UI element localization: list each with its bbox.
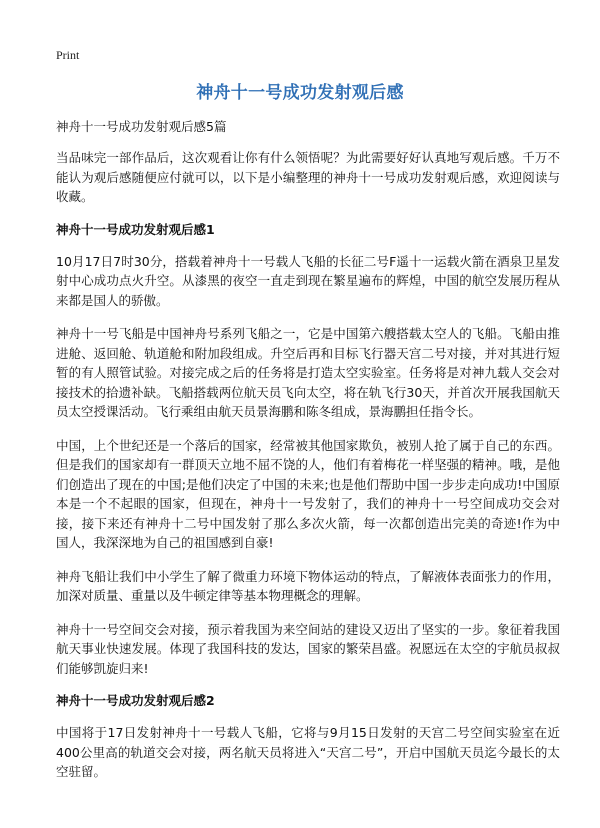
section-1-paragraph-1: 10月17日7时30分，搭载着神舟十一号载人飞船的长征二号F遥十一运载火箭在酒泉卫星发射中心成功点火升空。从漆黑的夜空一直走到现在繁星遍布的辉煌，中国的航空发展历程从来都是国人的骄傲。 [56,253,560,308]
section-heading-1: 神舟十一号成功发射观后感1 [56,221,215,237]
section-2-paragraph-1: 中国将于17日发射神舟十一号载人飞船，它将与9月15日发射的天宫二号空间实验室在近400公里高的轨道交会对接，两名航天员将进入“天宫二号”，开启中国航天员迄今最长的太空驻留。 [56,725,560,779]
section-1-paragraph-3: 中国，上个世纪还是一个落后的国家，经常被其他国家欺负，被别人抢了属于自己的东西。但是我们的国家却有一群顶天立地不屈不饶的人，他们有着梅花一样坚强的精神。哦，是他们创造出了现在的中国;是他们决定了中国的未来;也是他们帮助中国一步步走向成功!中国原本是一个不起眼的国家，但现在，神舟十一号发射了，我们的神舟十一号空间成功交会对接，接下来还有神舟十二号中国发射了那么多次火箭，每一次都创造出完美的奇迹!作为中国人，我深深地为自己的祖国感到自豪! [56,437,560,550]
article-subtitle: 神舟十一号成功发射观后感5篇 [56,119,227,134]
section-1-paragraph-5: 神舟十一号空间交会对接，预示着我国为来空间站的建设又迈出了坚实的一步。象征着我国航天事业快速发展。体现了我国科技的发达，国家的繁荣昌盛。祝愿远在太空的宇航员叔叔们能够凯旋归来! [56,621,560,676]
page-title: 神舟十一号成功发射观后感 [196,83,404,103]
section-1-paragraph-2: 神舟十一号飞船是中国神舟号系列飞船之一，它是中国第六艘搭载太空人的飞船。飞船由推进舱、返回舱、轨道舱和附加段组成。升空后再和目标飞行器天宫二号对接，并对其进行短暂的有人照管试验。对接完成之后的任务将是打造太空实验室。任务将是对神九载人交会对接技术的拾遗补缺。飞船搭载两位航天员飞向太空，将在轨飞行30天，并首次开展我国航天员太空授课活动。飞行乘组由航天员景海鹏和陈冬组成，景海鹏担任指令长。 [56,326,560,419]
section-1-paragraph-4: 神舟飞船让我们中小学生了解了微重力环境下物体运动的特点，了解液体表面张力的作用，加深对质量、重量以及牛顿定律等基本物理概念的理解。 [56,568,560,603]
print-link[interactable]: Print [56,48,80,62]
section-heading-2: 神舟十一号成功发射观后感2 [56,693,215,708]
article-body [56,118,560,796]
intro-paragraph: 当品味完一部作品后，这次观看让你有什么领悟呢？为此需要好好认真地写观后感。千万不能认为观后感随便应付就可以，以下是小编整理的神舟十一号成功发射观后感，欢迎阅读与收藏。 [56,150,560,204]
